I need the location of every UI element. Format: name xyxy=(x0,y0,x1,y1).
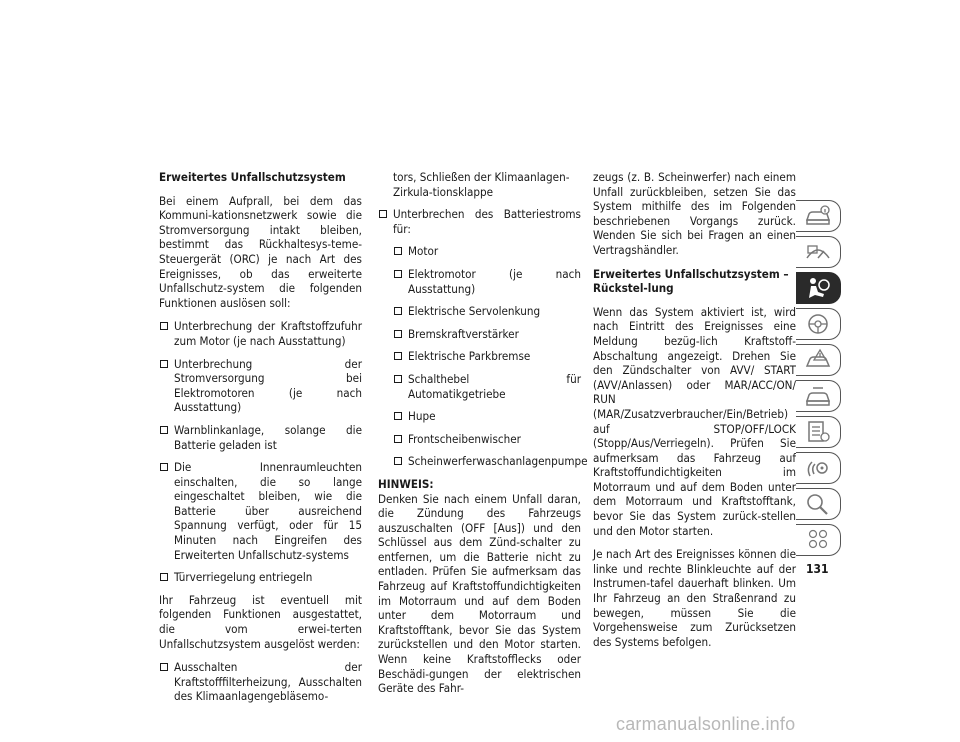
list-item-continuation: tors, Schließen der Klimaanlagen-Zirkula-tionsklappe xyxy=(393,170,570,199)
checkbox-bullet-icon xyxy=(394,330,402,338)
section-heading: Erweitertes Unfallschutzsystem xyxy=(159,170,346,184)
text-column-2 xyxy=(378,170,588,705)
checkbox-bullet-icon xyxy=(394,375,402,383)
paragraph: Je nach Art des Ereignisses können die linke und rechte Blinkleuchte auf der Instrumen-tafel dauerhaft blinken. Um Ihr Fahrzeug an den Straßenrand zu bewegen, müssen Sie die Vorgehensweise zum Zurücksetzen des Systems befolgen. xyxy=(593,547,796,649)
sub-list-item: Elektromotor (je nach Ausstattung) xyxy=(393,267,581,296)
intro-paragraph: Bei einem Aufprall, bei dem das Kommuni-kationsnetzwerk sowie die Stromversorgung intakt bleiben, bestimmt das Rückhaltesys-teme-Steuergerät (ORC) je nach Art des Ereignisses, ob das erweiterte Unfallschutz-system die folgenden Funktionen auslösen soll: xyxy=(159,193,362,310)
checkbox-bullet-icon xyxy=(394,457,402,465)
list-item: Die Innenraumleuchten einschalten, die so lange eingeschaltet bleiben, wie die Batterie über ausreichend Spannung verfügt, oder für 15 Minuten nach Eingreifen des Erweiterten Unfallschutz-systems xyxy=(159,460,362,562)
list-item: Unterbrechen des Batteriestroms für: xyxy=(378,207,581,236)
list-item: Unterbrechung der Kraftstoffzufuhr zum Motor (je nach Ausstattung) xyxy=(159,319,362,348)
checkbox-bullet-icon xyxy=(160,463,168,471)
languages-icon xyxy=(804,528,832,552)
car-service-icon xyxy=(804,384,832,408)
paragraph: Wenn das System aktiviert ist, wird nach Eintritt des Ereignisses eine Meldung bezüg-lich Kraftstoff-Abschaltung angezeigt. Drehen Sie den Zündschalter von AVV/ START (AVV/Anlassen) oder MAR/ACC/ON/ RUN (MAR/Zusatzverbraucher/Ein/Betrieb) auf STOP/OFF/LOCK (Stopp/Aus/Verriegeln). Prüfen Sie aufmerksam das Fahrzeug auf Kraftstoffundichtigkeiten im Motorraum und auf dem Boden unter dem Motorraum und Kraftstofftank, bevor Sie das System zurück-stellen und den Motor starten. xyxy=(593,304,796,538)
tab-car-info[interactable] xyxy=(796,200,841,232)
watermark: carmanualsonline.info xyxy=(616,714,796,734)
section-heading: Erweitertes Unfallschutzsystem – Rückstel-lung xyxy=(593,266,789,296)
checkbox-bullet-icon xyxy=(394,352,402,360)
search-index-icon xyxy=(804,492,832,516)
note-text: Denken Sie nach einem Unfall daran, die Zündung des Fahrzeugs auszuschalten (OFF [Aus]) und den Schlüssel aus dem Zünd-schalter zu entfernen, um die Batterie nicht zu entladen. Prüfen Sie aufmerksam das Fahrzeug auf Kraftstoffundichtigkeiten im Motorraum und auf dem Boden unter dem Motorraum und Kraftstofftank, bevor Sie das System zurückstellen und den Motor starten. Wenn keine Kraftstofflecks oder Beschädi-gungen der elektrischen Geräte des Fahr- xyxy=(378,491,581,696)
tab-service[interactable] xyxy=(796,380,841,412)
roadside-emergency-icon xyxy=(804,348,832,372)
paragraph: Ihr Fahrzeug ist eventuell mit folgenden Funktionen ausgestattet, die vom erwei-terten Unfallschutzsystem ausgelöst werden: xyxy=(159,592,362,651)
tab-multimedia[interactable] xyxy=(796,452,841,484)
paragraph-continuation: zeugs (z. B. Scheinwerfer) nach einem Unfall zurückbleiben, setzen Sie das System mithilfe des im Folgenden beschriebenen Vorgangs zurück. Wenden Sie sich bei Fragen an einen Vertragshändler. xyxy=(593,170,796,257)
sub-list-item: Frontscheibenwischer xyxy=(393,432,581,447)
sub-list-item: Elektrische Parkbremse xyxy=(393,349,581,364)
checkbox-bullet-icon xyxy=(394,307,402,315)
sub-list-item: Schalthebel für Automatikgetriebe xyxy=(393,372,581,401)
checkbox-bullet-icon xyxy=(160,426,168,434)
checkbox-bullet-icon xyxy=(394,435,402,443)
checkbox-bullet-icon xyxy=(379,210,387,218)
tab-safety[interactable] xyxy=(796,272,841,304)
checkbox-bullet-icon xyxy=(394,247,402,255)
note-heading: HINWEIS: xyxy=(378,476,434,491)
steering-wheel-icon xyxy=(804,312,832,336)
sub-list-item: Elektrische Servolenkung xyxy=(393,304,581,319)
multimedia-icon xyxy=(804,456,832,480)
list-item: Warnblinkanlage, solange die Batterie geladen ist xyxy=(159,423,362,452)
text-column-3 xyxy=(593,170,796,658)
safety-airbag-icon xyxy=(804,276,832,300)
sub-list-item: Motor xyxy=(393,244,581,259)
tab-dashboard[interactable] xyxy=(796,236,841,268)
tab-emergency[interactable] xyxy=(796,344,841,376)
checkbox-bullet-icon xyxy=(160,360,168,368)
page-number: 131 xyxy=(806,562,829,576)
list-item: Unterbrechung der Stromversorgung bei Elektromotoren (je nach Ausstattung) xyxy=(159,357,362,415)
sub-list-item: Scheinwerferwaschanlagenpumpe xyxy=(393,454,581,469)
tab-specs[interactable] xyxy=(796,416,841,448)
list-item: Ausschalten der Kraftstofffilterheizung, Ausschalten des Klimaanlagengebläsemo- xyxy=(159,660,362,704)
checkbox-bullet-icon xyxy=(160,322,168,330)
tab-languages[interactable] xyxy=(796,524,841,556)
tab-index[interactable] xyxy=(796,488,841,520)
list-item: Türverriegelung entriegeln xyxy=(159,570,362,585)
sub-list-item: Bremskraftverstärker xyxy=(393,327,581,342)
checkbox-bullet-icon xyxy=(394,270,402,278)
checkbox-bullet-icon xyxy=(160,573,168,581)
specs-list-icon xyxy=(804,420,832,444)
checkbox-bullet-icon xyxy=(394,412,402,420)
checkbox-bullet-icon xyxy=(160,663,168,671)
dashboard-icon xyxy=(804,240,832,264)
car-info-icon xyxy=(804,204,832,228)
sub-list-item: Hupe xyxy=(393,409,581,424)
text-column-1 xyxy=(159,170,362,712)
tab-driving[interactable] xyxy=(796,308,841,340)
